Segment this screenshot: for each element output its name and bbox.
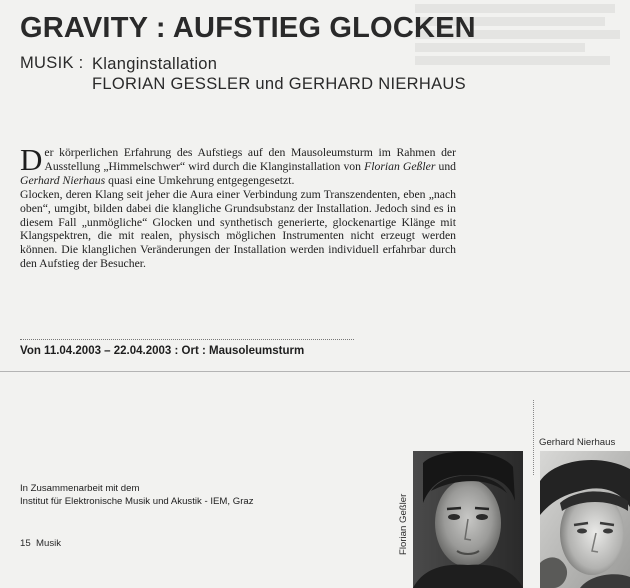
photo-caption-gerhard: Gerhard Nierhaus [539,437,616,448]
article-body [20,142,457,271]
page-title: GRAVITY : AUFSTIEG GLOCKEN [20,12,476,44]
portrait-florian-image [413,451,523,588]
portrait-gerhard-image [540,451,630,588]
artist-name-1: Florian Geßler [364,159,436,173]
caption-leader-line [533,400,534,475]
section-divider [0,371,630,372]
section-name: Musik [36,538,62,549]
page-footer [20,538,61,549]
artist-name-2: Gerhard Nierhaus [20,173,106,187]
paragraph-1-part-c: quasi eine Umkehrung entgegengesetzt. [105,173,295,187]
subtitle-type: Klanginstallation [92,55,218,73]
subtitle-artists: FLORIAN GESSLER und GERHARD NIERHAUS [92,75,466,93]
page-number: 15 [20,538,31,549]
drop-cap: D [20,142,43,177]
portrait-florian-gessler [413,451,523,588]
category-label: MUSIK : [20,54,84,72]
credit-line-2: Institut für Elektronische Musik und Akustik - IEM, Graz [20,496,254,507]
credit-block [20,482,254,508]
dotted-divider [20,339,354,340]
event-dates: Von 11.04.2003 – 22.04.2003 : Ort : Mausoleumsturm [20,345,305,357]
credit-line-1: In Zusammenarbeit mit dem [20,483,140,494]
subtitle-block [92,54,466,94]
photo-caption-florian: Florian Geßler [398,493,409,555]
portrait-gerhard-nierhaus [540,451,630,588]
paragraph-1-part-b: und [435,159,457,173]
paragraph-1-part-a: er körperlichen Erfahrung des Aufstiegs auf den Mausoleumsturm im Rahmen der Ausstellung „Himmelschwer“ wird durch die Klanginstallation von [44,146,456,173]
paragraph-2: Glocken, deren Klang seit jeher die Aura einer Verbindung zum Transzendenten, eben „nach oben“, umgibt, bilden dabei die klangliche Grundsubstanz der Installation. Jedoch sind es in diesem Fall „unmögliche“ Glocken und synthetisch generierte, glockenartige Klänge mit Klangspektren, die mit realen, physisch möglichen Instrumenten nicht erzeugt werden können. Die klanglichen Veränderungen der Installation werden individuell erfahrbar durch den Aufstieg der Besucher. [20,187,456,271]
